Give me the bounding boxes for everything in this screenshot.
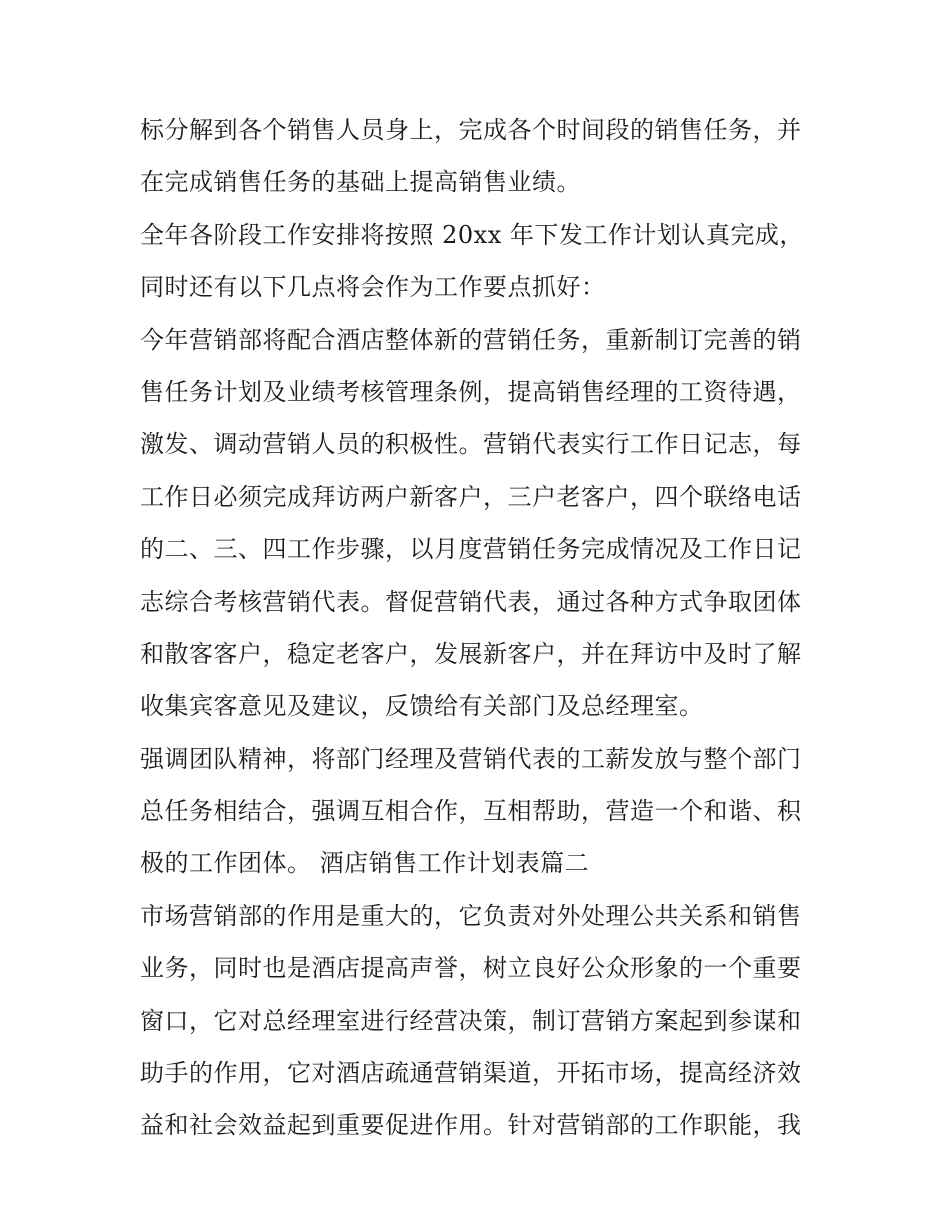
text-line: 和散客客户，稳定老客户，发展新客户，并在拜访中及时了解 — [140, 639, 802, 668]
text-line: 总任务相结合，强调互相合作，互相帮助，营造一个和谐、积 — [140, 797, 802, 826]
text-line: 今年营销部将配合酒店整体新的营销任务，重新制订完善的销 — [140, 325, 802, 354]
text-line: 激发、调动营销人员的积极性。营销代表实行工作日记志，每 — [140, 430, 802, 459]
text-line: 收集宾客意见及建议，反馈给有关部门及总经理室。 — [140, 692, 704, 721]
text-line: 售任务计划及业绩考核管理条例，提高销售经理的工资待遇， — [140, 377, 802, 406]
text-line: 市场营销部的作用是重大的，它负责对外处理公共关系和销售 — [140, 901, 802, 930]
text-line: 全年各阶段工作安排将按照 20xx 年下发工作计划认真完成， — [140, 220, 804, 249]
text-line: 标分解到各个销售人员身上，完成各个时间段的销售任务，并 — [140, 116, 802, 144]
text-line: 极的工作团体。 酒店销售工作计划表篇二 — [140, 849, 590, 878]
text-line: 助手的作用，它对酒店疏通营销渠道，开拓市场，提高经济效 — [140, 1059, 802, 1088]
text-line: 强调团队精神，将部门经理及营销代表的工薪发放与整个部门 — [140, 744, 802, 773]
document-body — [140, 104, 820, 1152]
text-line: 工作日必须完成拜访两户新客户，三户老客户，四个联络电话 — [140, 482, 802, 511]
text-line: 业务，同时也是酒店提高声誉，树立良好公众形象的一个重要 — [140, 954, 802, 983]
text-line: 志综合考核营销代表。督促营销代表，通过各种方式争取团体 — [140, 587, 802, 616]
text-line: 在完成销售任务的基础上提高销售业绩。 — [140, 168, 581, 197]
text-line: 同时还有以下几点将会作为工作要点抓好： — [140, 273, 606, 302]
text-line: 窗口，它对总经理室进行经营决策，制订营销方案起到参谋和 — [140, 1006, 802, 1035]
text-line: 的二、三、四工作步骤，以月度营销任务完成情况及工作日记 — [140, 535, 802, 564]
text-line: 益和社会效益起到重要促进作用。针对营销部的工作职能，我 — [140, 1111, 802, 1140]
